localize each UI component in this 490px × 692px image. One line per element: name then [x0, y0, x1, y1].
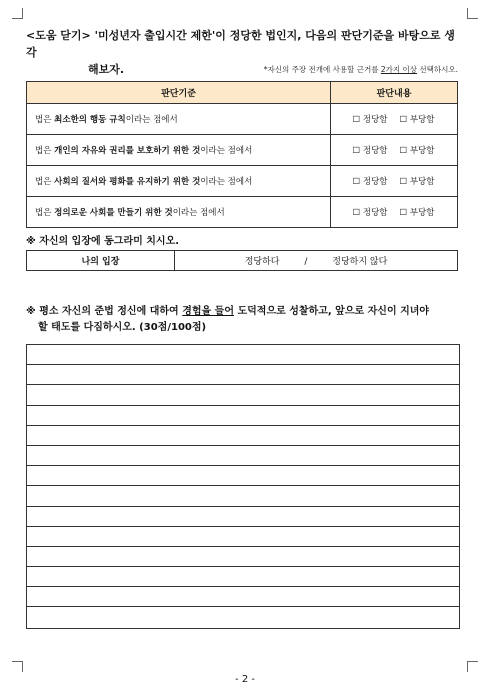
answer-line[interactable] [27, 406, 459, 426]
answer-line[interactable] [27, 365, 459, 385]
judgment-options [331, 197, 458, 228]
essay-text-underlined: 경험을 들어 [182, 306, 234, 317]
answer-line[interactable] [27, 446, 459, 466]
answer-line[interactable] [27, 547, 459, 567]
question-heading-line2: 해보자. [88, 63, 125, 76]
note-text-before: *자신의 주장 전개에 사용할 근거를 [263, 65, 381, 74]
criteria-row [27, 166, 458, 197]
judgment-options [331, 104, 458, 135]
position-instruction: ※ 자신의 입장에 동그라미 치시오. [26, 236, 180, 247]
answer-line[interactable] [27, 567, 459, 587]
crop-mark-bottom-left [12, 661, 23, 672]
essay-text-line2: 할 태도를 다짐하시오. (30점/100점) [38, 322, 207, 333]
essay-text-b: 도덕적으로 성찰하고, 앞으로 자신이 지녀야 [234, 306, 430, 317]
criteria-table-header [27, 82, 458, 104]
criteria-row [27, 197, 458, 228]
instruction-note [264, 64, 458, 75]
position-table [26, 250, 458, 271]
criteria-header-cell: 판단기준 [27, 82, 331, 104]
note-text-after: 선택하시오. [417, 65, 458, 74]
crop-mark-top-left [12, 8, 23, 19]
criteria-text: 법은 정의로운 사회를 만들기 위한 것이라는 점에서 [27, 197, 331, 228]
answer-line[interactable] [27, 507, 459, 527]
answer-line[interactable] [27, 527, 459, 547]
page-number: - 2 - [235, 674, 255, 685]
checkbox-just[interactable]: ☐ 정당함 [352, 115, 388, 125]
checkbox-unjust[interactable]: ☐ 부당함 [399, 177, 435, 187]
answer-line[interactable] [27, 466, 459, 486]
criteria-text: 법은 최소한의 행동 규칙이라는 점에서 [27, 104, 331, 135]
essay-question [26, 304, 464, 336]
note-text-underlined: 2가지 이상 [380, 65, 417, 74]
choice-not-justified[interactable]: 정당하지 않다 [332, 257, 388, 267]
answer-line[interactable] [27, 607, 459, 627]
answer-line[interactable] [27, 345, 459, 365]
essay-text-a: ※ 평소 자신의 준법 정신에 대하여 [26, 306, 183, 317]
answer-line[interactable] [27, 587, 459, 607]
position-label: 나의 입장 [27, 251, 175, 271]
crop-mark-top-right [467, 8, 478, 19]
choice-justified[interactable]: 정당하다 [244, 257, 280, 267]
answer-line[interactable] [27, 385, 459, 405]
answer-line[interactable] [27, 486, 459, 506]
question-heading-line1: <도움 닫기> '미성년자 출입시간 제한'이 정당한 법인지, 다음의 판단기준을 바탕으로 생각 [26, 29, 455, 59]
judgment-options [331, 166, 458, 197]
checkbox-just[interactable]: ☐ 정당함 [352, 177, 388, 187]
criteria-table [26, 81, 458, 228]
checkbox-unjust[interactable]: ☐ 부당함 [399, 208, 435, 218]
checkbox-unjust[interactable]: ☐ 부당함 [399, 115, 435, 125]
checkbox-unjust[interactable]: ☐ 부당함 [399, 146, 435, 156]
checkbox-just[interactable]: ☐ 정당함 [352, 208, 388, 218]
criteria-text: 법은 개인의 자유와 권리를 보호하기 위한 것이라는 점에서 [27, 135, 331, 166]
criteria-text: 법은 사회의 질서와 평화를 유지하기 위한 것이라는 점에서 [27, 166, 331, 197]
checkbox-just[interactable]: ☐ 정당함 [352, 146, 388, 156]
answer-line[interactable] [27, 426, 459, 446]
criteria-row [27, 135, 458, 166]
position-choices [175, 251, 458, 271]
judgment-header-cell: 판단내용 [331, 82, 458, 104]
choice-separator: / [304, 257, 308, 267]
answer-writing-area[interactable] [26, 344, 460, 629]
criteria-row [27, 104, 458, 135]
crop-mark-bottom-right [467, 661, 478, 672]
judgment-options [331, 135, 458, 166]
